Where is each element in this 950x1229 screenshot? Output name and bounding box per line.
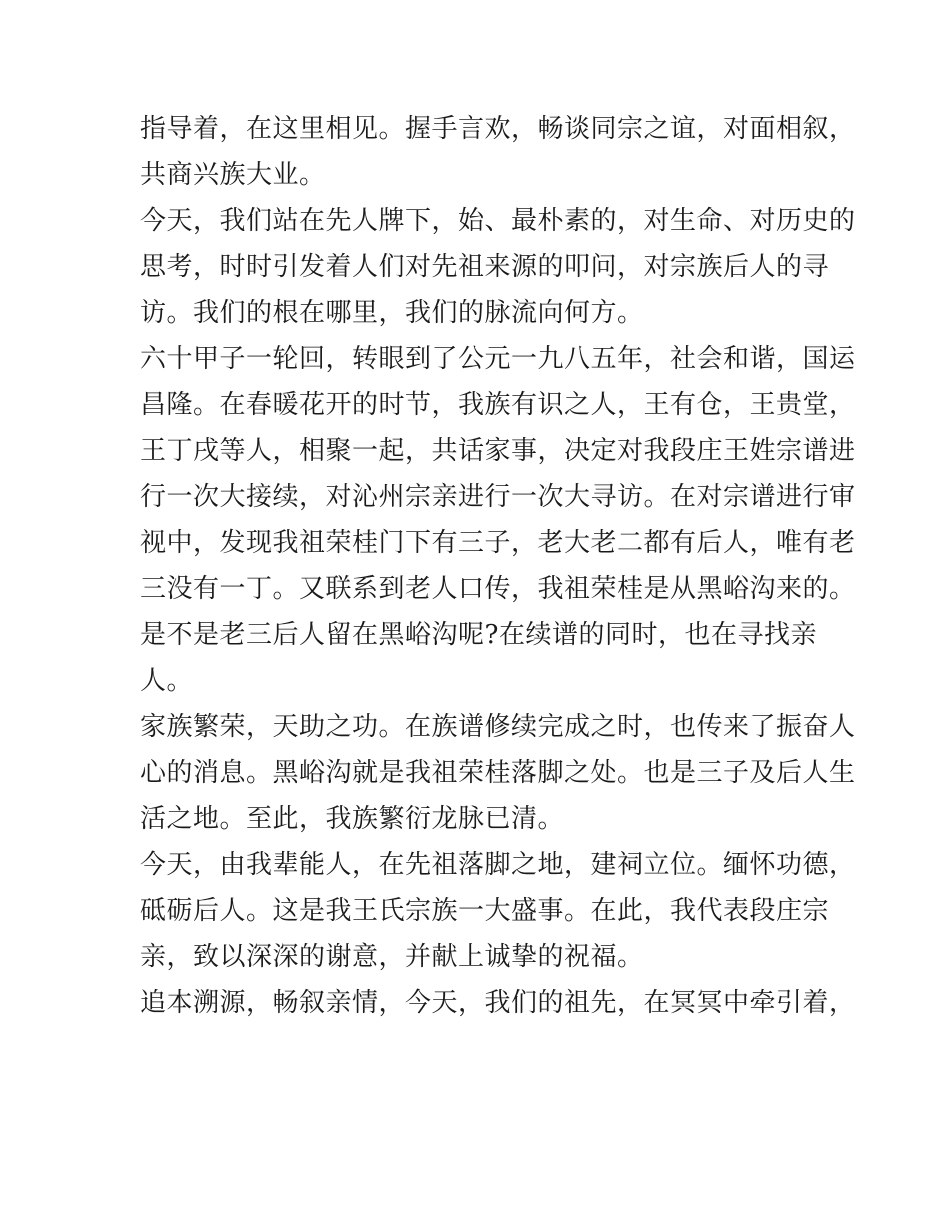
text-line: 访。我们的根在哪里，我们的脉流向何方。 xyxy=(140,298,644,328)
text-line: 行一次大接续，对沁州宗亲进行一次大寻访。在对宗谱进行审 xyxy=(140,482,856,512)
text-line: 家族繁荣，天助之功。在族谱修续完成之时，也传来了振奋人 xyxy=(140,712,856,742)
text-line: 今天，我们站在先人牌下，始、最朴素的，对生命、对历史的 xyxy=(140,206,856,236)
text-line: 心的消息。黑峪沟就是我祖荣桂落脚之处。也是三子及后人生 xyxy=(140,758,856,788)
text-line: 是不是老三后人留在黑峪沟呢?在续谱的同时，也在寻找亲 xyxy=(140,620,817,650)
text-line: 三没有一丁。又联系到老人口传，我祖荣桂是从黑峪沟来的。 xyxy=(140,574,856,604)
text-line: 王丁戌等人，相聚一起，共话家事，决定对我段庄王姓宗谱进 xyxy=(140,436,856,466)
text-line: 砥砺后人。这是我王氏宗族一大盛事。在此，我代表段庄宗 xyxy=(140,896,830,926)
text-line: 视中，发现我祖荣桂门下有三子，老大老二都有后人，唯有老 xyxy=(140,528,856,558)
text-line: 思考，时时引发着人们对先祖来源的叩问，对宗族后人的寻 xyxy=(140,252,830,282)
text-line: 亲，致以深深的谢意，并献上诚挚的祝福。 xyxy=(140,942,644,972)
text-line: 指导着，在这里相见。握手言欢，畅谈同宗之谊，对面相叙， xyxy=(140,114,856,144)
text-line: 活之地。至此，我族繁衍龙脉已清。 xyxy=(140,804,565,834)
text-line: 人。 xyxy=(140,666,194,696)
document-body xyxy=(140,106,856,1026)
text-line: 今天，由我辈能人，在先祖落脚之地，建祠立位。缅怀功德， xyxy=(140,850,856,880)
text-line: 昌隆。在春暖花开的时节，我族有识之人，王有仓，王贵堂， xyxy=(140,390,856,420)
text-line: 六十甲子一轮回，转眼到了公元一九八五年，社会和谐，国运 xyxy=(140,344,856,374)
text-line: 追本溯源，畅叙亲情，今天，我们的祖先，在冥冥中牵引着， xyxy=(140,988,856,1018)
text-line: 共商兴族大业。 xyxy=(140,160,326,190)
